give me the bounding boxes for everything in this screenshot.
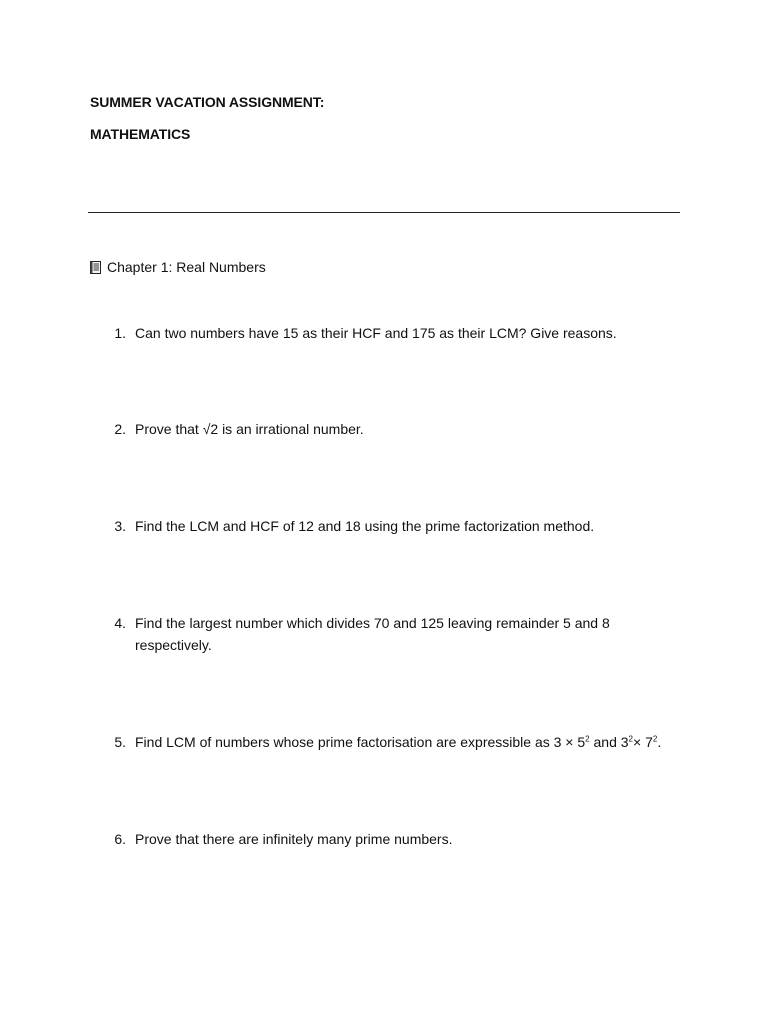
chapter-heading — [90, 259, 266, 275]
subject-title: MATHEMATICS — [90, 126, 191, 142]
question-text: Can two numbers have 15 as their HCF and 175 as their LCM? Give reasons. — [135, 325, 617, 341]
exponent: 2 — [585, 734, 590, 744]
question-item — [108, 515, 688, 537]
question-text: Prove that √2 is an irrational number. — [135, 421, 364, 437]
question-text-part: . — [657, 734, 662, 750]
question-item — [108, 731, 688, 753]
question-text: Prove that there are infinitely many prime numbers. — [135, 831, 453, 847]
question-number: 3. — [114, 518, 126, 534]
question-item — [108, 828, 688, 850]
question-item — [108, 418, 688, 440]
question-text — [135, 731, 688, 753]
question-number: 5. — [114, 734, 126, 750]
assignment-title: SUMMER VACATION ASSIGNMENT: — [90, 94, 325, 110]
chapter-label: Chapter 1: Real Numbers — [107, 259, 266, 275]
book-icon — [90, 261, 101, 274]
question-text: Find the LCM and HCF of 12 and 18 using the prime factorization method. — [135, 518, 595, 534]
question-number: 6. — [114, 831, 126, 847]
question-number: 2. — [114, 421, 126, 437]
exponent: 2 — [628, 734, 633, 744]
question-item — [108, 322, 688, 344]
exponent: 2 — [652, 734, 658, 744]
question-text-part: × 7 — [633, 734, 653, 750]
question-text-part: Find LCM of numbers whose prime factorisation are expressible as 3 × 5 — [135, 734, 586, 750]
question-item — [108, 612, 628, 656]
question-text: Find the largest number which divides 70 and 125 leaving remainder 5 and 8 respectively. — [135, 615, 610, 653]
question-text-part: and 3 — [589, 734, 629, 750]
horizontal-divider — [88, 212, 680, 213]
question-number: 4. — [114, 615, 126, 631]
question-number: 1. — [114, 325, 126, 341]
